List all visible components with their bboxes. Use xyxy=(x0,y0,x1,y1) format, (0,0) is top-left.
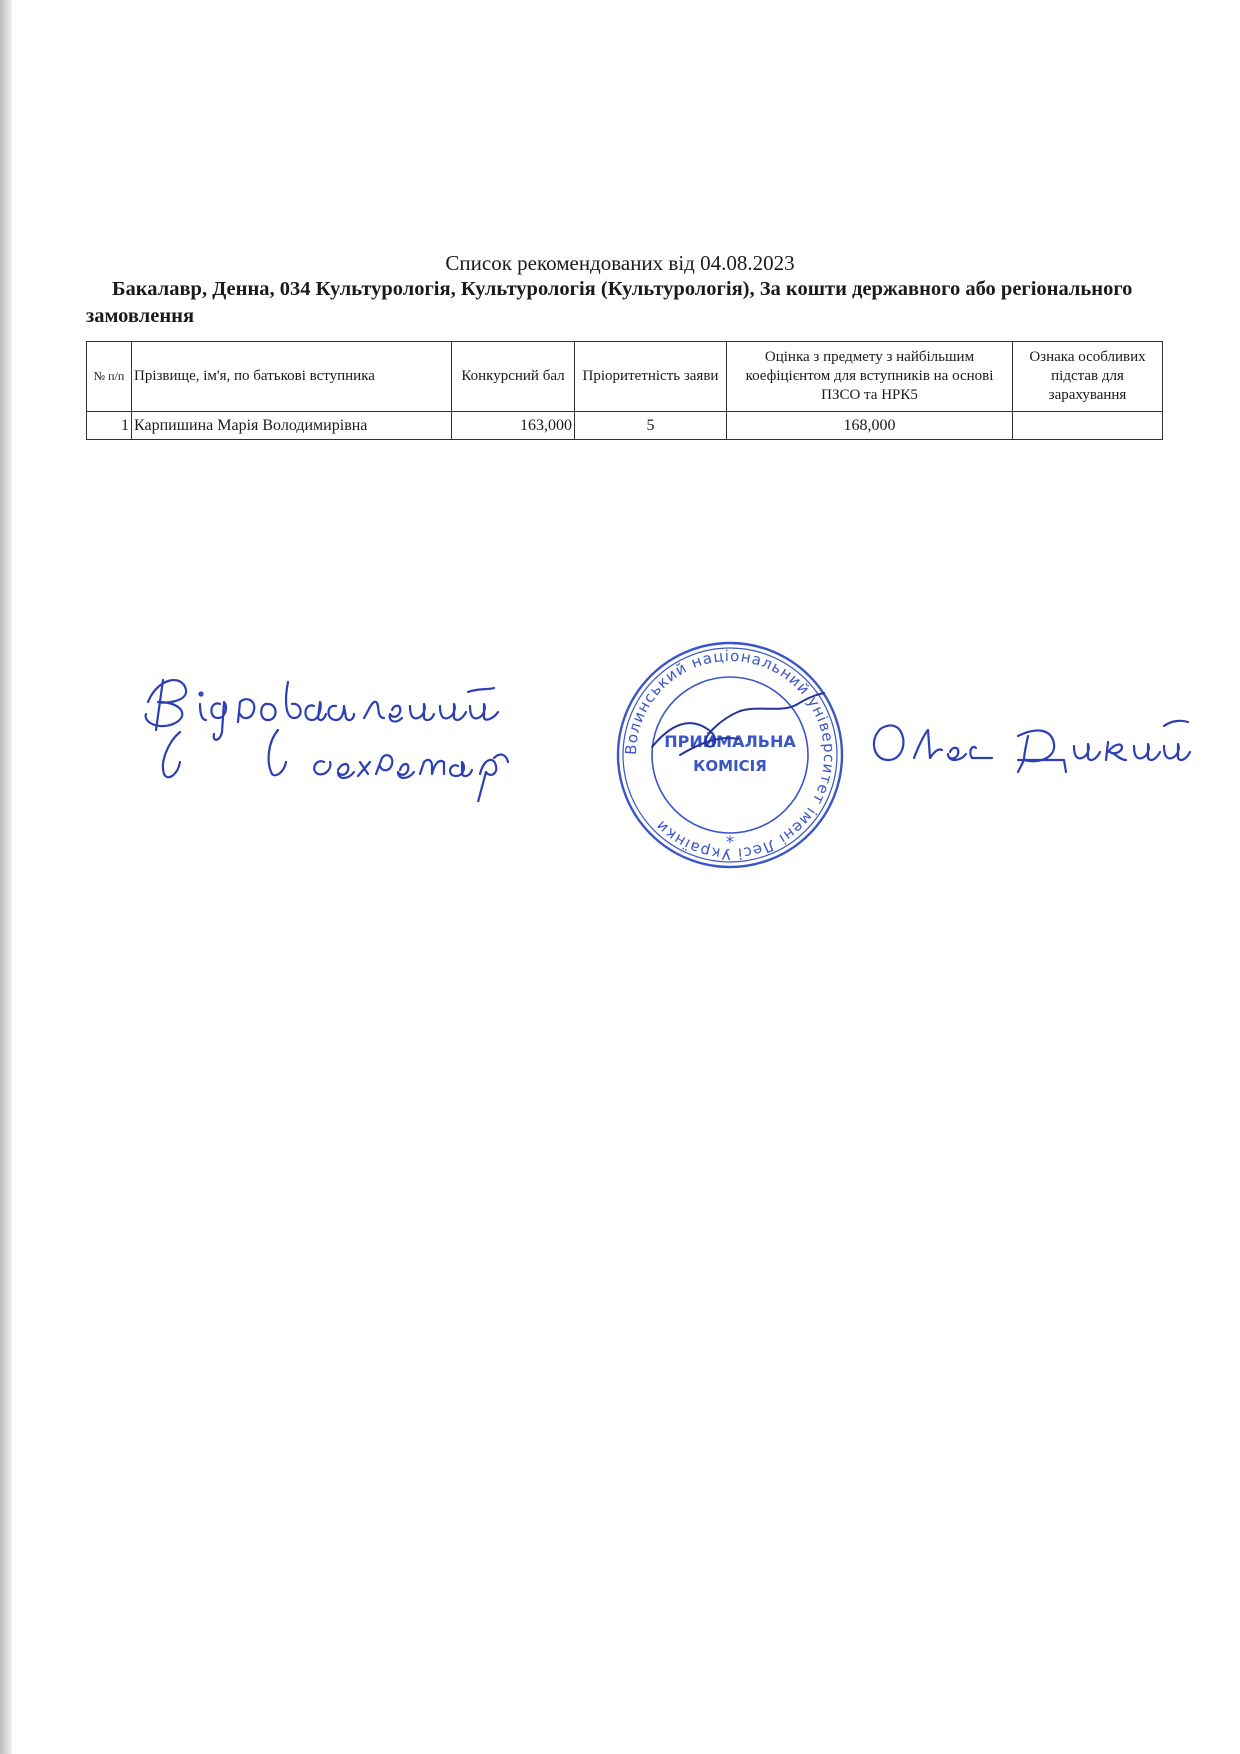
document-subtitle: Бакалавр, Денна, 034 Культурологія, Культурологія (Культурологія), За кошти державного або регіонального замовлення xyxy=(86,278,1133,327)
header-subject-grade: Оцінка з предмету з найбільшим коефіцієнтом для вступників на основі ПЗСО та НРК5 xyxy=(727,342,1013,412)
table-header-row xyxy=(87,342,1163,412)
responsible-secretary-signature xyxy=(128,662,578,802)
cell-name: Карпишина Марія Володимирівна xyxy=(132,412,452,440)
stamp-center-line2: КОМІСІЯ xyxy=(693,757,767,775)
admission-committee-stamp xyxy=(610,635,850,875)
header-number: № п/п xyxy=(87,342,132,412)
header-score: Конкурсний бал xyxy=(452,342,575,412)
header-priority: Пріоритетність заяви xyxy=(575,342,727,412)
stamp-center-line1: ПРИЙМАЛЬНА xyxy=(664,732,796,751)
cell-special-grounds xyxy=(1013,412,1163,440)
cell-number: 1 xyxy=(87,412,132,440)
stamp-star: * xyxy=(726,832,734,851)
cell-priority: 5 xyxy=(575,412,727,440)
document-title: Список рекомендованих від 04.08.2023 xyxy=(445,251,795,275)
stamp-ring-text: Волинський національний університет імені Лесі Українки xyxy=(621,646,839,864)
header-special-grounds: Ознака особливих підстав для зарахування xyxy=(1013,342,1163,412)
cell-subject-grade: 168,000 xyxy=(727,412,1013,440)
header-name: Прізвище, ім'я, по батькові вступника xyxy=(132,342,452,412)
cell-score: 163,000 xyxy=(452,412,575,440)
ranking-table xyxy=(86,341,1163,440)
table-row xyxy=(87,412,1163,440)
official-name-signature xyxy=(868,702,1198,782)
